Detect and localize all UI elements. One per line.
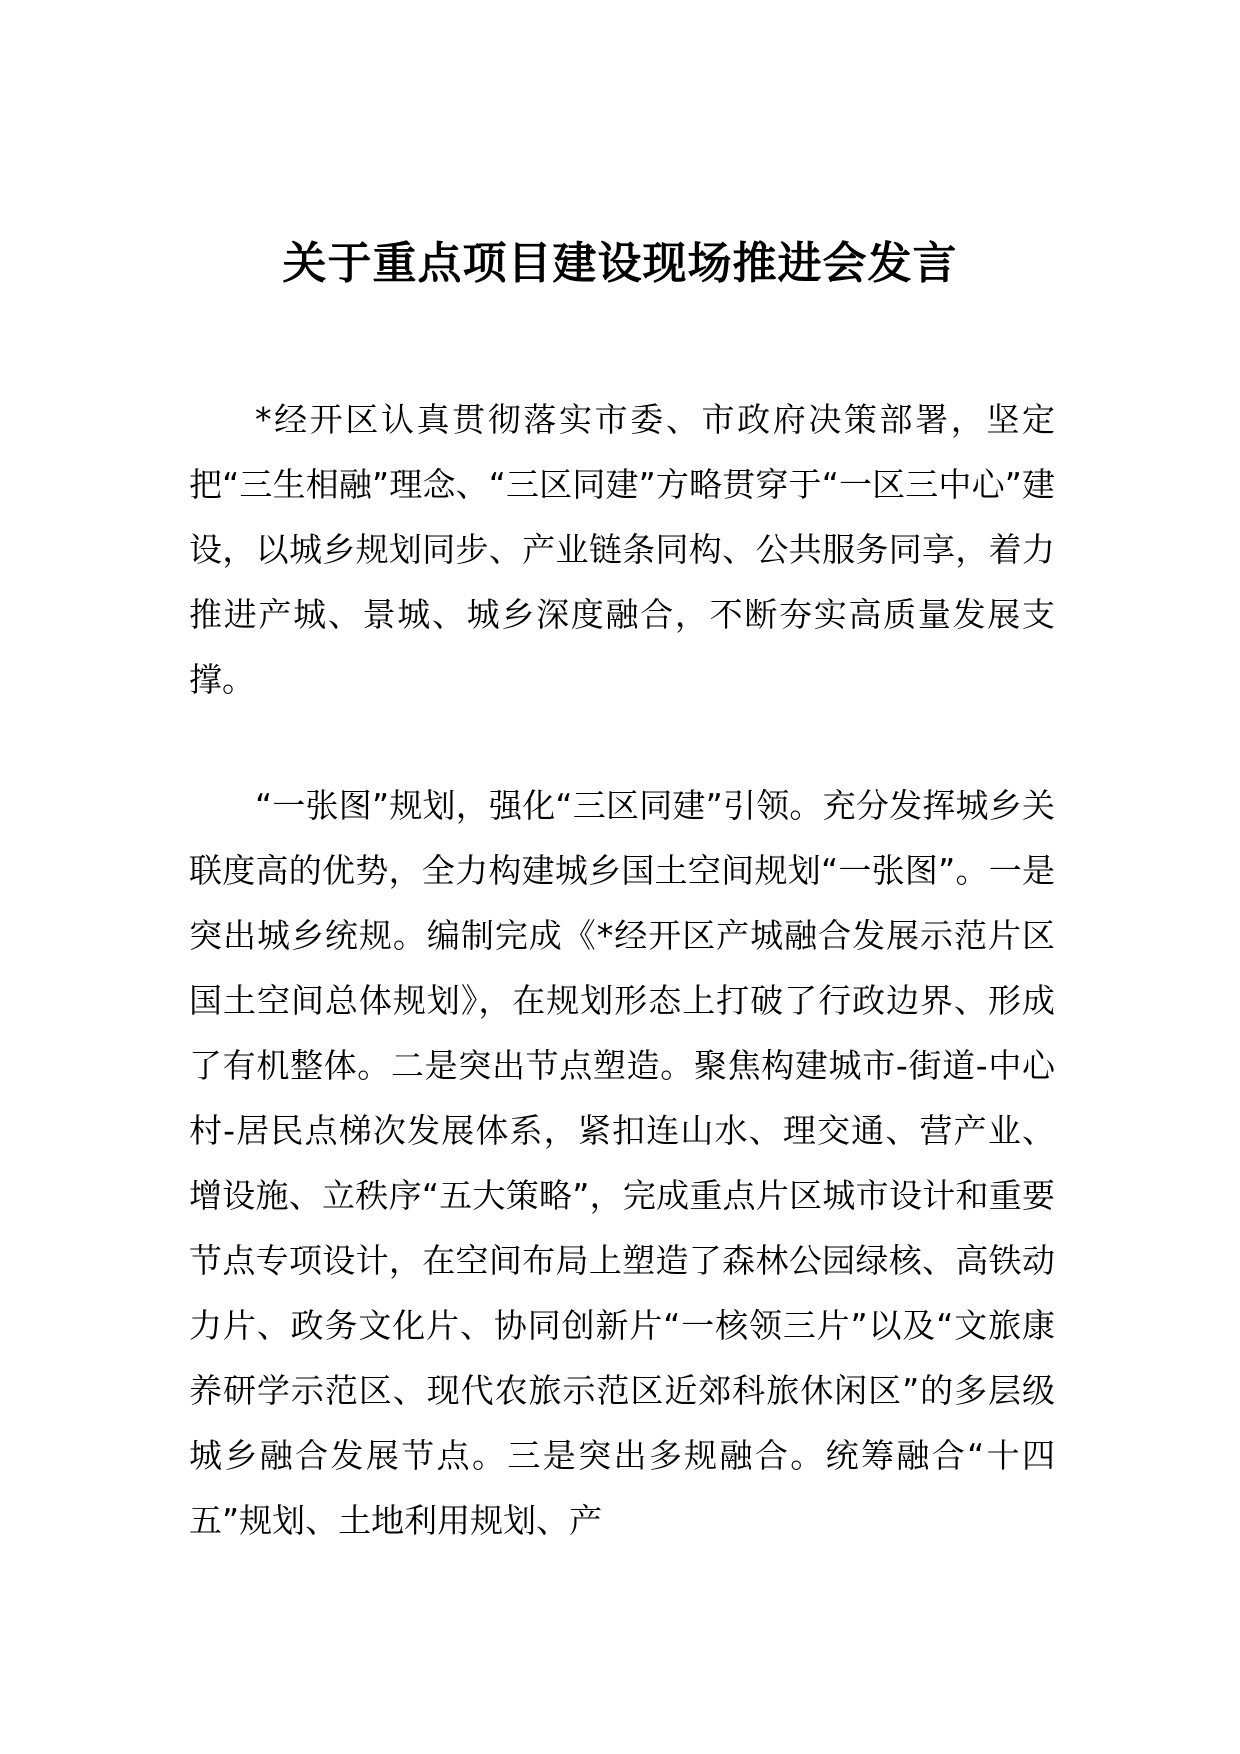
paragraph-planning: “一张图”规划，强化“三区同建”引领。充分发挥城乡关联度高的优势，全力构建城乡国土空间规划“一张图”。一是突出城乡统规。编制完成《*经开区产城融合发展示范片区国土空间总体规划》，在规划形态上打破了行政边界、形成了有机整体。二是突出节点塑造。聚焦构建城市-街道-中心村-居民点梯次发展体系，紧扣连山水、理交通、营产业、增设施、立秩序“五大策略”，完成重点片区城市设计和重要节点专项设计，在空间布局上塑造了森林公园绿核、高铁动力片、政务文化片、协同创新片“一核领三片”以及“文旅康养研学示范区、现代农旅示范区近郊科旅休闲区”的多层级城乡融合发展节点。三是突出多规融合。统筹融合“十四五”规划、土地利用规划、产 (189, 786, 1055, 1540)
document-title: 关于重点项目建设现场推进会发言 (282, 238, 958, 290)
paragraph-intro: *经开区认真贯彻落实市委、市政府决策部署，坚定把“三生相融”理念、“三区同建”方略贯穿于“一区三中心”建设，以城乡规划同步、产业链条同构、公共服务同享，着力推进产城、景城、城乡深度融合，不断夯实高质量发展支撑。 (189, 400, 1055, 699)
